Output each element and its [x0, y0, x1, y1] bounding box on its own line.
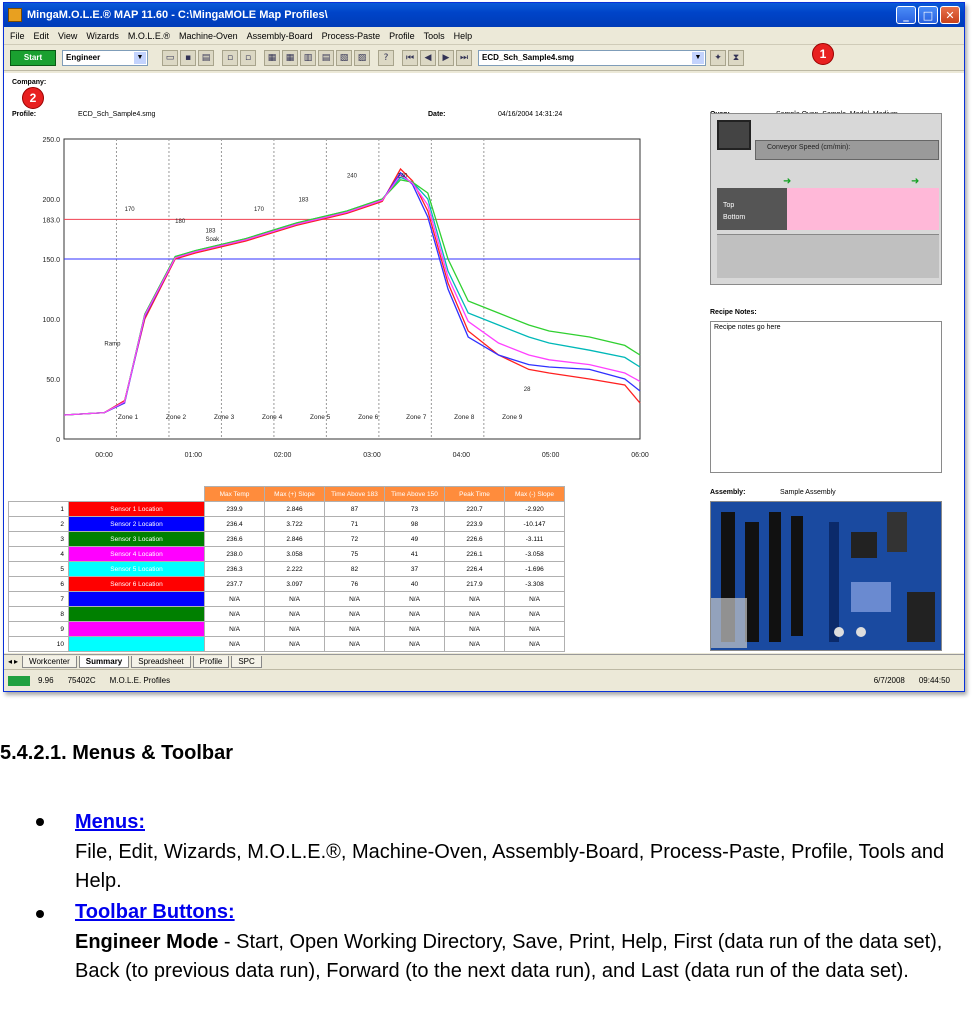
- table-cell: 236.3: [205, 562, 265, 577]
- plot-frame: [64, 139, 640, 439]
- toolbar-description: [75, 928, 972, 986]
- chart-annotation: 183: [205, 228, 216, 235]
- table-cell: -2.920: [505, 502, 565, 517]
- tab-profile[interactable]: Profile: [193, 656, 230, 668]
- app-icon: [8, 8, 22, 22]
- last-run-icon[interactable]: ⏭: [456, 50, 472, 66]
- recipe-notes-label: Recipe Notes:: [710, 309, 757, 316]
- table-cell: 3.058: [265, 547, 325, 562]
- chart-annotation: Soak: [205, 237, 220, 243]
- tab-scroll-right-icon[interactable]: ▸: [14, 657, 19, 666]
- table-cell: N/A: [385, 592, 445, 607]
- x-tick-label: 00:00: [95, 452, 113, 459]
- filter-icon[interactable]: ⧗: [728, 50, 744, 66]
- table-cell: N/A: [385, 637, 445, 652]
- heater-bottom-label: Bottom: [723, 214, 746, 221]
- assembly-board-image: [710, 501, 942, 651]
- start-button[interactable]: Start: [10, 50, 56, 66]
- data-file-select[interactable]: [478, 50, 706, 66]
- table-cell: 72: [325, 532, 385, 547]
- open-folder-icon[interactable]: ▭: [162, 50, 178, 66]
- callout-marker-1: 1: [812, 43, 834, 65]
- sensor-location[interactable]: [69, 607, 205, 622]
- title-bar: [4, 3, 964, 27]
- sensor-table-body: [9, 502, 565, 652]
- column-header: Time Above 183: [325, 487, 385, 502]
- summary-view: [4, 73, 964, 653]
- table-header-spacer: [69, 487, 205, 502]
- table-row: [9, 607, 565, 622]
- table-cell: 2.846: [265, 532, 325, 547]
- table-cell: N/A: [445, 592, 505, 607]
- chevron-down-icon: ▼: [134, 52, 146, 64]
- table-cell: N/A: [325, 607, 385, 622]
- column-header: Peak Time: [445, 487, 505, 502]
- column-header: Max (-) Slope: [505, 487, 565, 502]
- forward-run-icon[interactable]: ▶: [438, 50, 454, 66]
- zoom-icon[interactable]: ▧: [336, 50, 352, 66]
- menu-item-machine-oven[interactable]: Machine-Oven: [179, 30, 238, 41]
- paste-icon[interactable]: ▫: [240, 50, 256, 66]
- profile-value: ECD_Sch_Sample4.smg: [78, 111, 156, 118]
- table-cell: N/A: [445, 622, 505, 637]
- table-cell: N/A: [325, 592, 385, 607]
- arrow-right-icon: ➜: [911, 176, 920, 187]
- chart-annotation: 240: [397, 173, 408, 180]
- table-cell: N/A: [385, 607, 445, 622]
- table-cell: 226.4: [445, 562, 505, 577]
- zone-footer: [717, 234, 939, 278]
- engineer-mode-label: Engineer Mode: [75, 931, 219, 953]
- table-cell: 3.097: [265, 577, 325, 592]
- column-header: Max (+) Slope: [265, 487, 325, 502]
- sensor-location[interactable]: Sensor 1 Location: [69, 502, 205, 517]
- y-tick-label: 0: [56, 437, 60, 444]
- y-tick-label: 50.0: [46, 377, 60, 384]
- callout-marker-2: 2: [22, 87, 44, 109]
- table-cell: N/A: [505, 637, 565, 652]
- table-row: [9, 622, 565, 637]
- table-cell: 2.222: [265, 562, 325, 577]
- sensor-location[interactable]: [69, 592, 205, 607]
- table-cell: -3.308: [505, 577, 565, 592]
- data-file-select-value: ECD_Sch_Sample4.smg: [482, 53, 575, 62]
- sensor-index: 4: [9, 547, 69, 562]
- status-cell: 6/7/2008: [873, 676, 905, 685]
- zone-label: Zone 5: [310, 414, 331, 421]
- x-tick-label: 04:00: [452, 452, 471, 459]
- table-row: [9, 637, 565, 652]
- table-cell: 236.6: [205, 532, 265, 547]
- worksheet-tabs: [4, 654, 964, 668]
- table-cell: 40: [385, 577, 445, 592]
- zone-label: Zone 4: [261, 414, 283, 421]
- x-tick-label: 01:00: [184, 452, 203, 459]
- menu-item-file[interactable]: File: [10, 30, 25, 41]
- table-cell: N/A: [265, 607, 325, 622]
- table-cell: -3.111: [505, 532, 565, 547]
- y-tick-label: 200.0: [42, 197, 60, 204]
- table-cell: 73: [385, 502, 445, 517]
- table-row: [9, 562, 565, 577]
- y-tick-label: 250.0: [42, 137, 60, 144]
- y-tick-label: 100.0: [42, 317, 60, 324]
- table-cell: N/A: [265, 592, 325, 607]
- menu-item-process-paste[interactable]: Process-Paste: [321, 30, 381, 41]
- oven-panel: [710, 113, 942, 285]
- table-cell: 223.9: [445, 517, 505, 532]
- tab-spc[interactable]: SPC: [231, 656, 261, 668]
- recipe-notes-box[interactable]: [710, 321, 942, 473]
- zone-label: Zone 8: [454, 414, 475, 421]
- table-cell: 3.722: [265, 517, 325, 532]
- application-window: [3, 2, 965, 692]
- sensor-location[interactable]: [69, 622, 205, 637]
- conveyor-label: Conveyor Speed (cm/min):: [767, 144, 851, 151]
- sensor-location[interactable]: Sensor 4 Location: [69, 547, 205, 562]
- chart-annotation: 180: [175, 219, 186, 225]
- help-icon[interactable]: ?: [378, 50, 394, 66]
- sensor-index: 3: [9, 532, 69, 547]
- zone-settings-grid: [717, 188, 939, 230]
- settings-icon[interactable]: ▨: [354, 50, 370, 66]
- sensor-index: 6: [9, 577, 69, 592]
- table-cell: N/A: [205, 592, 265, 607]
- table-cell: N/A: [505, 607, 565, 622]
- chart-annotation: 170: [253, 207, 264, 213]
- section-heading: 5.4.2.1. Menus & Toolbar: [0, 742, 234, 764]
- mode-select-value: Engineer: [66, 53, 101, 62]
- sensor-index: 10: [9, 637, 69, 652]
- menu-item-wizards[interactable]: Wizards: [86, 30, 119, 41]
- table-cell: 237.7: [205, 577, 265, 592]
- close-button[interactable]: ✕: [940, 6, 960, 24]
- recipe-notes-text: Recipe notes go here: [714, 324, 781, 331]
- chart-annotation: 170: [124, 207, 135, 213]
- tab-spreadsheet[interactable]: Spreadsheet: [131, 656, 190, 668]
- status-bar: [4, 669, 964, 691]
- y-tick-label: 183.0: [42, 217, 60, 225]
- menu-item-view[interactable]: View: [58, 30, 78, 41]
- table-header-row: [9, 487, 565, 502]
- arrow-right-icon: ➜: [783, 176, 792, 187]
- column-header: Max Temp: [205, 487, 265, 502]
- assembly-label: Assembly:: [710, 489, 746, 496]
- table-cell: 76: [325, 577, 385, 592]
- company-label: Company:: [12, 79, 47, 86]
- toolbar-description-text: - Start, Open Working Directory, Save, Print, Help, First (data run of the data set), Back (to previous data run), Forward (to the next data run), and Last (data run of the data set).: [75, 931, 943, 982]
- date-value: 04/16/2004 14:31:24: [498, 111, 563, 118]
- table-cell: 226.6: [445, 532, 505, 547]
- menu-item-assembly-board[interactable]: Assembly-Board: [246, 30, 313, 41]
- sensor-location[interactable]: [69, 637, 205, 652]
- grid-view-icon[interactable]: ▦: [264, 50, 280, 66]
- mode-select[interactable]: [62, 50, 148, 66]
- table-cell: N/A: [445, 637, 505, 652]
- menu-item-edit[interactable]: Edit: [33, 30, 50, 41]
- chart-view-icon[interactable]: ▥: [300, 50, 316, 66]
- table-cell: -3.058: [505, 547, 565, 562]
- table-cell: -1.696: [505, 562, 565, 577]
- sensor-summary-table: [8, 486, 565, 652]
- status-cell: 75402C: [67, 676, 96, 685]
- table-cell: N/A: [505, 622, 565, 637]
- list-item: [0, 896, 972, 986]
- column-header: Time Above 150: [385, 487, 445, 502]
- maximize-button[interactable]: □: [918, 6, 938, 24]
- table-cell: N/A: [265, 637, 325, 652]
- table-header-spacer: [9, 487, 69, 502]
- zone-label: Zone 3: [213, 414, 235, 421]
- chart-annotation: Ramp: [104, 341, 121, 348]
- sensor-index: 1: [9, 502, 69, 517]
- sensor-location[interactable]: Sensor 2 Location: [69, 517, 205, 532]
- table-cell: 98: [385, 517, 445, 532]
- save-icon[interactable]: ▪: [180, 50, 196, 66]
- chart-annotation: 183: [298, 197, 309, 204]
- chart-annotation: 240: [346, 173, 357, 180]
- status-cell: 09:44:50: [918, 676, 950, 685]
- table-cell: 87: [325, 502, 385, 517]
- sensor-location[interactable]: Sensor 5 Location: [69, 562, 205, 577]
- sensor-index: 9: [9, 622, 69, 637]
- assembly-value: Sample Assembly: [780, 489, 836, 496]
- table-cell: 37: [385, 562, 445, 577]
- sensor-location[interactable]: Sensor 6 Location: [69, 577, 205, 592]
- toolbar-buttons-link[interactable]: Toolbar Buttons:: [75, 901, 235, 923]
- doc-bullet-list: [0, 806, 972, 986]
- circuit-board-picture: [711, 502, 942, 651]
- table-cell: -10.147: [505, 517, 565, 532]
- zone-label: Zone 1: [117, 414, 139, 421]
- table-cell: N/A: [445, 607, 505, 622]
- chevron-down-icon: ▼: [692, 52, 704, 64]
- table-row: [9, 547, 565, 562]
- table-cell: N/A: [385, 622, 445, 637]
- profile-chart-svg: [6, 133, 696, 533]
- menu-item-profile[interactable]: Profile: [389, 30, 415, 41]
- table-row: [9, 517, 565, 532]
- table-cell: 239.9: [205, 502, 265, 517]
- profile-label: Profile:: [12, 111, 37, 118]
- table-cell: N/A: [205, 622, 265, 637]
- table-cell: 220.7: [445, 502, 505, 517]
- table-row: [9, 532, 565, 547]
- table-cell: 82: [325, 562, 385, 577]
- copy-icon[interactable]: ▫: [222, 50, 238, 66]
- first-run-icon[interactable]: ⏮: [402, 50, 418, 66]
- table-cell: 71: [325, 517, 385, 532]
- table-cell: 41: [385, 547, 445, 562]
- sensor-index: 7: [9, 592, 69, 607]
- table-cell: 217.9: [445, 577, 505, 592]
- table-cell: N/A: [325, 622, 385, 637]
- status-cell: M.O.L.E. Profiles: [109, 676, 171, 685]
- status-cell: 9.96: [38, 676, 54, 685]
- list-item: [0, 806, 972, 896]
- x-tick-label: 02:00: [273, 452, 292, 459]
- zone-label: Zone 9: [502, 414, 523, 421]
- list-view-icon[interactable]: ▤: [318, 50, 334, 66]
- print-icon[interactable]: ▤: [198, 50, 214, 66]
- y-tick-label: 150.0: [42, 257, 60, 264]
- menu-item-tools[interactable]: Tools: [423, 30, 445, 41]
- table-row: [9, 502, 565, 517]
- tab-workcenter[interactable]: Workcenter: [22, 656, 77, 668]
- sensor-index: 5: [9, 562, 69, 577]
- date-label: Date:: [428, 111, 446, 118]
- table-cell: 226.1: [445, 547, 505, 562]
- menu-item-help[interactable]: Help: [453, 30, 473, 41]
- minimize-button[interactable]: _: [896, 6, 916, 24]
- table-row: [9, 592, 565, 607]
- sensor-location[interactable]: Sensor 3 Location: [69, 532, 205, 547]
- table-cell: 49: [385, 532, 445, 547]
- back-run-icon[interactable]: ◀: [420, 50, 436, 66]
- table-view-icon[interactable]: ▦: [282, 50, 298, 66]
- table-cell: N/A: [205, 607, 265, 622]
- x-tick-label: 06:00: [631, 452, 649, 459]
- table-cell: N/A: [505, 592, 565, 607]
- bullet-icon: [36, 910, 44, 918]
- oven-image: [717, 120, 751, 150]
- x-tick-label: 03:00: [363, 452, 381, 459]
- chart-annotation: 28: [523, 387, 531, 393]
- bullet-icon: [36, 818, 44, 826]
- table-cell: N/A: [205, 637, 265, 652]
- menus-link[interactable]: Menus:: [75, 811, 145, 833]
- menus-description: File, Edit, Wizards, M.O.L.E.®, Machine-Oven, Assembly-Board, Process-Paste, Profile, Tools and Help.: [75, 841, 945, 892]
- zone-label: Zone 2: [165, 414, 187, 421]
- table-cell: 236.4: [205, 517, 265, 532]
- pin-icon[interactable]: ✦: [710, 50, 726, 66]
- zone-label: Zone 6: [358, 414, 379, 421]
- window-title: MingaM.O.L.E.® MAP 11.60 - C:\MingaMOLE Map Profiles\: [27, 9, 328, 21]
- table-cell: 75: [325, 547, 385, 562]
- table-cell: 2.846: [265, 502, 325, 517]
- toolbar: [4, 45, 964, 71]
- tab-scroll-left-icon[interactable]: ◂: [8, 657, 13, 666]
- battery-icon: [8, 676, 30, 686]
- heater-top-label: Top: [723, 202, 735, 209]
- zone-label: Zone 7: [406, 414, 427, 421]
- zone-header-column: [717, 188, 787, 230]
- profile-chart: [6, 133, 696, 533]
- menu-item-m-o-l-e[interactable]: M.O.L.E.®: [127, 30, 171, 41]
- sensor-index: 2: [9, 517, 69, 532]
- table-cell: N/A: [265, 622, 325, 637]
- table-cell: N/A: [325, 637, 385, 652]
- table-cell: 238.0: [205, 547, 265, 562]
- sensor-index: 8: [9, 607, 69, 622]
- tab-summary[interactable]: Summary: [79, 656, 129, 668]
- x-tick-label: 05:00: [541, 452, 560, 459]
- table-row: [9, 577, 565, 592]
